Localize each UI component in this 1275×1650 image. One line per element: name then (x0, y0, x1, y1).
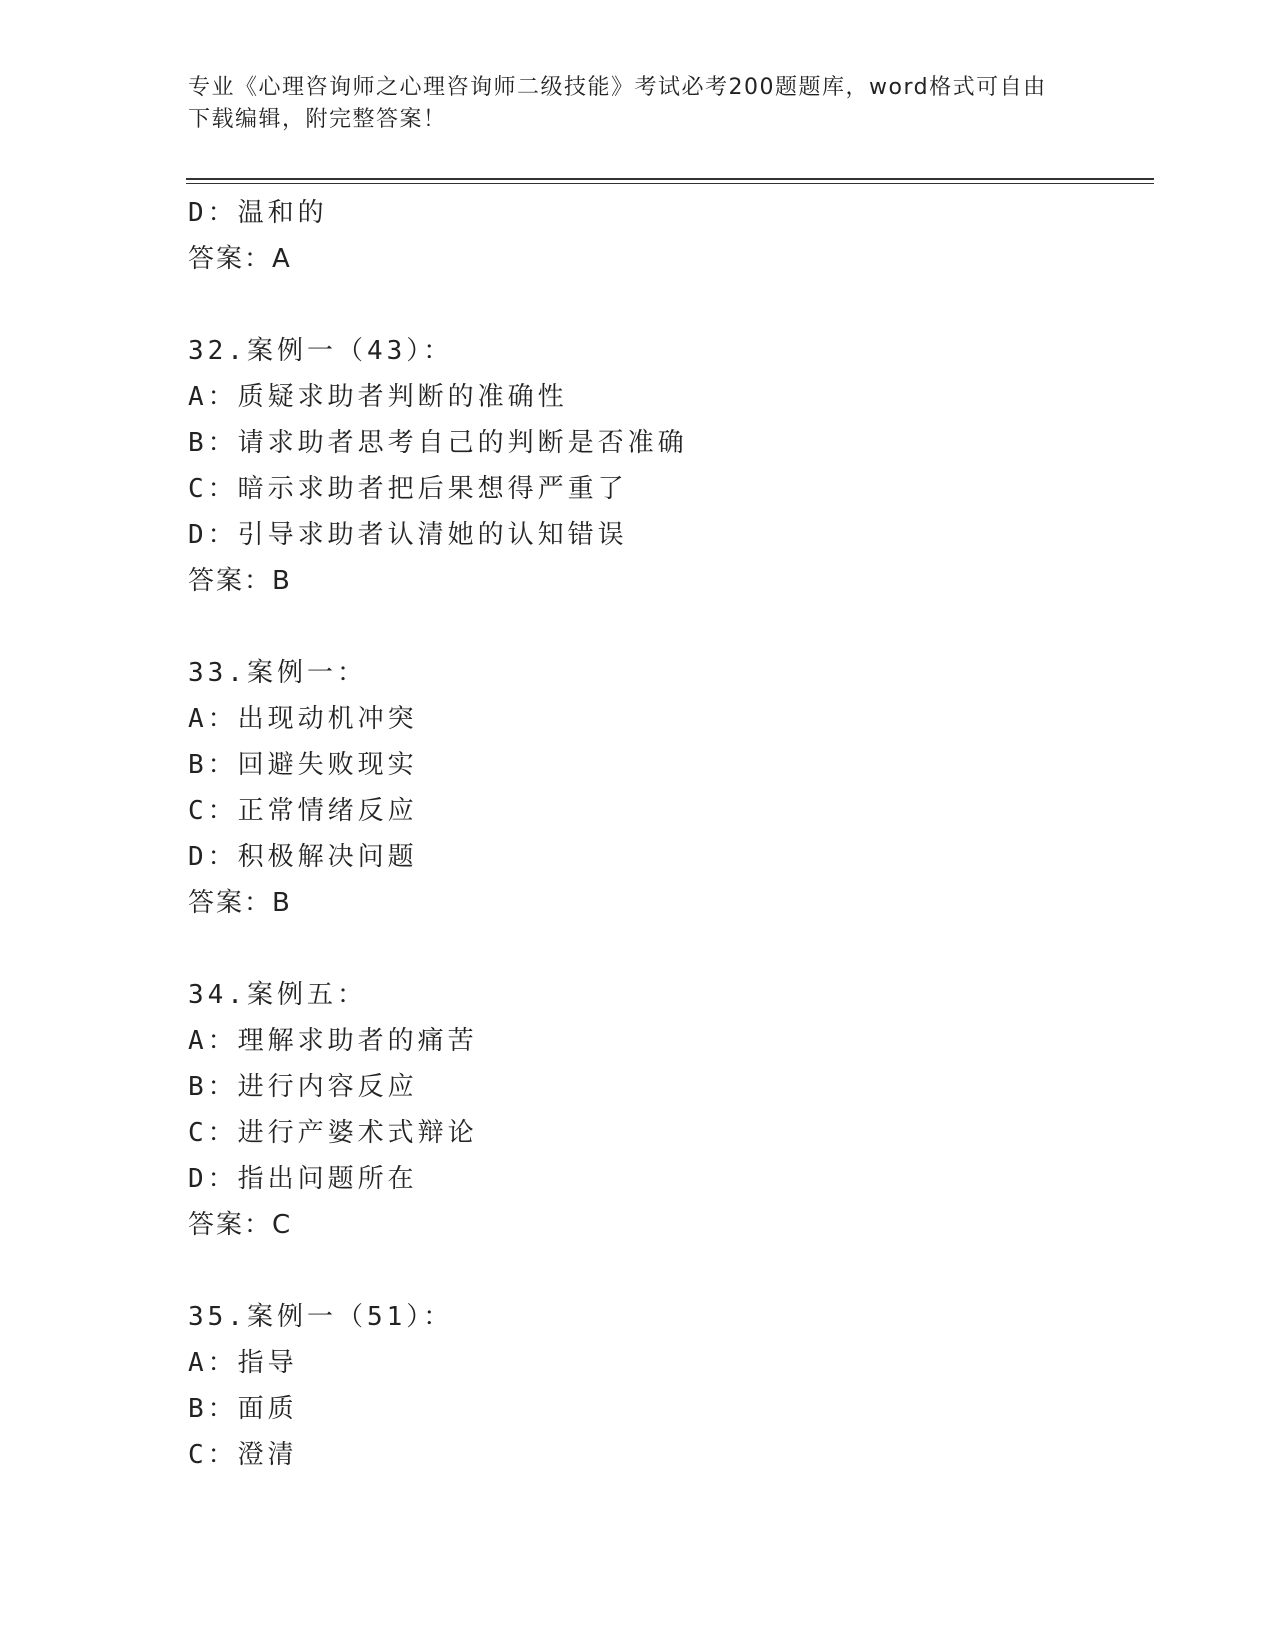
answer-line: 答案：B (188, 566, 292, 596)
option-a: A：出现动机冲突 (188, 704, 418, 734)
option-a: A：指导 (188, 1348, 298, 1378)
option-a: A：理解求助者的痛苦 (188, 1026, 478, 1056)
option-c: C：暗示求助者把后果想得严重了 (188, 474, 628, 504)
answer-line: 答案：A (188, 244, 292, 274)
question-34 (188, 972, 1148, 1248)
question-stem: 32.案例一（43）： (188, 336, 454, 366)
option-d: D：温和的 (188, 198, 328, 228)
option-c: C：正常情绪反应 (188, 796, 418, 826)
option-b: B：回避失败现实 (188, 750, 418, 780)
question-33 (188, 650, 1148, 926)
option-b: B：面质 (188, 1394, 298, 1424)
header-divider-thick (186, 178, 1154, 180)
option-b: B：进行内容反应 (188, 1072, 418, 1102)
option-a: A：质疑求助者判断的准确性 (188, 382, 568, 412)
question-32 (188, 328, 1148, 604)
question-list (188, 190, 1148, 1478)
option-b: B：请求助者思考自己的判断是否准确 (188, 428, 688, 458)
option-c: C：澄清 (188, 1440, 298, 1470)
option-d: D：引导求助者认清她的认知错误 (188, 520, 628, 550)
question-35 (188, 1294, 1148, 1478)
page-header: 专业《心理咨询师之心理咨询师二级技能》考试必考200题题库，word格式可自由下载编辑，附完整答案！ (188, 75, 1047, 132)
option-d: D：指出问题所在 (188, 1164, 418, 1194)
question-stem: 33.案例一： (188, 658, 367, 688)
question-stem: 35.案例一（51）： (188, 1302, 454, 1332)
answer-line: 答案：C (188, 1210, 293, 1240)
answer-line: 答案：B (188, 888, 292, 918)
header-divider-thin (186, 183, 1154, 184)
question-stem: 34.案例五： (188, 980, 367, 1010)
option-c: C：进行产婆术式辩论 (188, 1118, 478, 1148)
option-d: D：积极解决问题 (188, 842, 418, 872)
